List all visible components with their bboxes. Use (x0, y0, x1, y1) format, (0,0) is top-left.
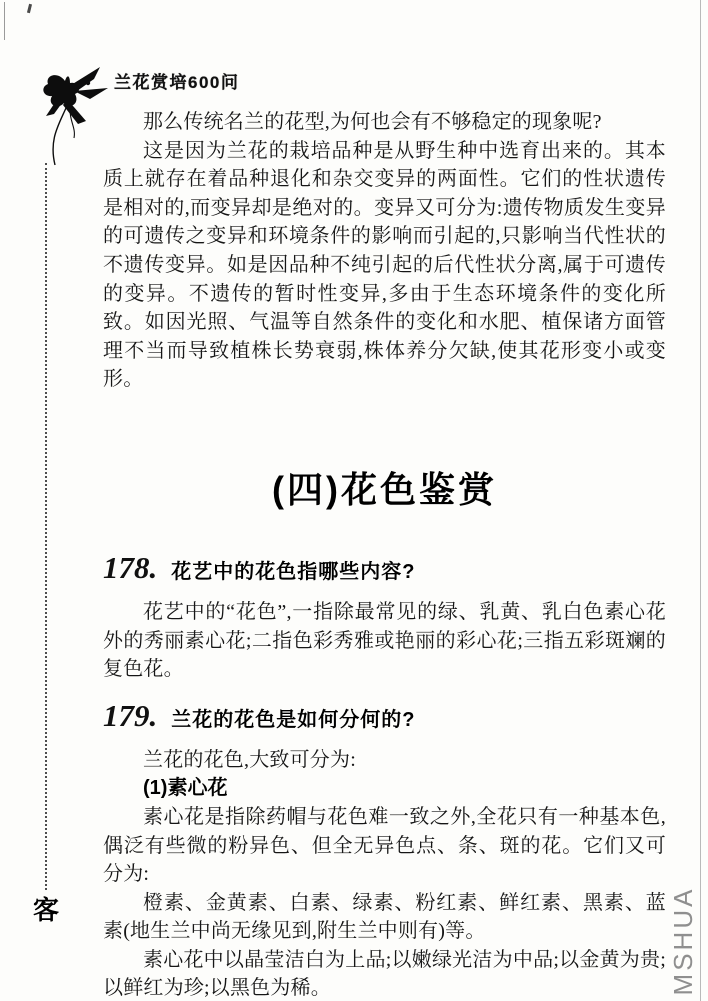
question-179-paragraph-c: 素心花中以晶莹洁白为上品;以嫩绿光洁为中品;以金黄为贵;以鲜红为珍;以黑色为稀。 (103, 948, 666, 1000)
page-body (103, 108, 666, 1001)
page-edge-line-right (700, 0, 701, 1001)
question-178-answer: 花艺中的“花色”,一指除最常见的绿、乳黄、乳白色素心花外的秀丽素心花;二指色彩秀雅或艳丽的彩心花;三指五彩斑斓的复色花。 (103, 600, 666, 681)
question-179-subheading: (1)素心花 (143, 777, 228, 800)
scan-corner-mark (27, 4, 32, 13)
margin-side-tab: 客 (33, 895, 60, 925)
intro-paragraph-2: 这是因为兰花的栽培品种是从野生种中选育出来的。其本质上就存在着品种退化和杂交变异的两面性。它们的性状遗传是相对的,而变异却是绝对的。变异又可分为:遗传物质发生变异的可遗传之变异和环境条件的影响而引起的,只影响当代性状的不遗传变异。如是因品种不纯引起的后代性状分离,属于可遗传的变异。不遗传的暂时性变异,多由于生态环境条件的变化所致。如因光照、气温等自然条件的变化和水肥、植保诸方面管理不当而导致植株长势衰弱,株体养分欠缺,使其花形变小或变形。 (103, 139, 666, 391)
page-edge-line-left (4, 2, 5, 40)
watermark-text: MSHUA (668, 886, 698, 996)
question-179-lead: 兰花的花色,大致可分为: (143, 748, 356, 771)
question-178-number: 178. (103, 549, 158, 585)
margin-dotted-rule (45, 163, 47, 890)
section-title: (四)花色鉴赏 (272, 468, 497, 510)
question-179-heading (103, 698, 666, 734)
running-head-book-title: 兰花赏培600问 (114, 73, 240, 92)
question-179-paragraph-b: 橙素、金黄素、白素、绿素、粉红素、鲜红素、黑素、蓝素(地生兰中尚无缘见到,附生兰中则有)等。 (103, 891, 666, 943)
intro-paragraph-1: 那么传统名兰的花型,为何也会有不够稳定的现象呢? (143, 111, 602, 133)
question-178-heading (103, 550, 666, 586)
question-179-title: 兰花的花色是如何分何的? (171, 708, 416, 731)
question-179-number: 179. (103, 697, 158, 733)
question-178-title: 花艺中的花色指哪些内容? (171, 560, 416, 583)
question-179-paragraph-a: 素心花是指除药帽与花色难一致之外,全花只有一种基本色,偶泛有些微的粉异色、但全无异色点、条、斑的花。它们又可分为: (103, 805, 666, 886)
